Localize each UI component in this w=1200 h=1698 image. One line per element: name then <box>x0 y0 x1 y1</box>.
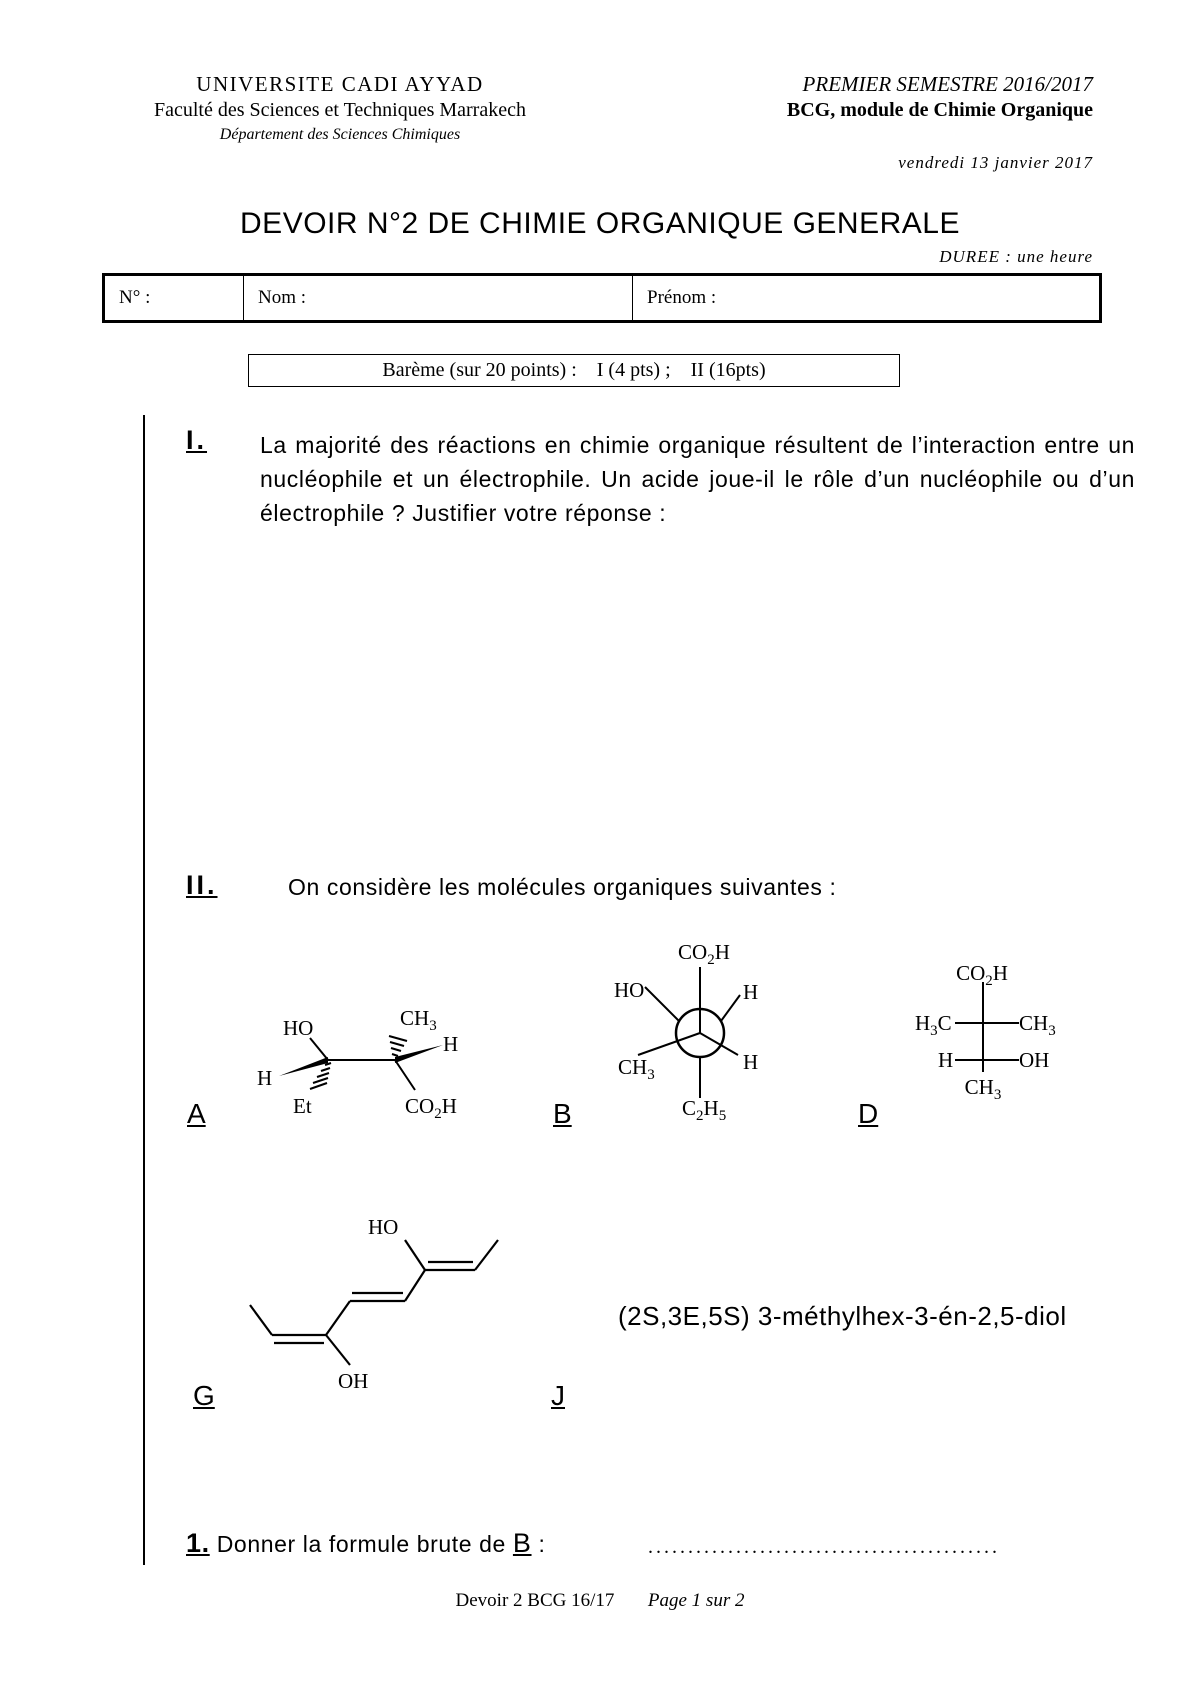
atom-a-co2h-sub: 2 <box>434 1106 442 1122</box>
molecule-a <box>255 990 495 1130</box>
svg-text:C2H5 <box>682 1096 726 1124</box>
number-field[interactable] <box>105 276 244 320</box>
atom-d-co2h-sub: 2 <box>985 973 993 989</box>
atom-a-co2h-end: H <box>441 1094 457 1118</box>
atom-b-h-top: H <box>743 980 759 1004</box>
question-1 <box>186 1528 546 1559</box>
atom-a-ch3: CH <box>400 1006 430 1030</box>
name-label: Nom : <box>258 287 307 308</box>
section-1-question: La majorité des réactions en chimie organique résultent de l’interaction entre un nucléophile et un électrophile. Un acide joue-il le rôle d’un nucléophile ou d’un électrophile ? Justifier votre réponse : <box>260 432 1135 526</box>
faculty-name: Faculté des Sciences et Techniques Marrakech <box>154 99 526 121</box>
molecule-b-label: B <box>553 1098 572 1129</box>
molecule-d <box>915 960 1075 1120</box>
question-1-text: Donner la formule brute de <box>216 1531 506 1557</box>
svg-text:CH3 <box>618 1055 655 1083</box>
section-2-intro: On considère les molécules organiques suivantes : <box>288 874 837 900</box>
footer-page: Page 1 sur 2 <box>647 1590 745 1611</box>
duration: DUREE : une heure <box>939 247 1093 266</box>
atom-d-co2h: CO <box>956 961 986 985</box>
atom-d-h3c-a: H <box>915 1011 931 1035</box>
atom-a-h-left: H <box>257 1066 273 1090</box>
atom-a-ho: HO <box>283 1016 314 1040</box>
section-1-number: I. <box>186 425 208 455</box>
molecule-b <box>590 935 800 1125</box>
department-name: Département des Sciences Chimiques <box>219 126 461 143</box>
atom-a-h-right: H <box>443 1032 459 1056</box>
svg-text:H3C <box>915 1011 952 1039</box>
semester: PREMIER SEMESTRE 2016/2017 <box>802 72 1093 96</box>
svg-text:CO2H <box>956 961 1008 989</box>
atom-b-ho: HO <box>614 978 645 1002</box>
answer-dots[interactable]: ............................................ <box>648 1536 1000 1558</box>
atom-d-ch3-bottom: CH <box>964 1075 994 1099</box>
atom-d-h3c-sub: 3 <box>930 1023 938 1039</box>
question-1-number: 1. <box>186 1528 210 1558</box>
question-1-ref: B <box>512 1528 532 1558</box>
atom-d-ch3-bottom-sub: 3 <box>993 1087 1002 1103</box>
atom-b-co2h: CO <box>678 940 708 964</box>
atom-b-ch3: CH <box>618 1055 648 1079</box>
atom-b-c2h5-b: H <box>703 1096 719 1120</box>
svg-text:CO2H <box>405 1094 457 1122</box>
question-1-colon: : <box>538 1531 546 1557</box>
grading-scale <box>248 354 900 387</box>
atom-g-ho: HO <box>368 1215 399 1239</box>
footer <box>0 1590 1200 1612</box>
atom-b-ch3-sub: 3 <box>647 1067 655 1083</box>
atom-d-oh: OH <box>1019 1048 1050 1072</box>
atom-a-ch3-sub: 3 <box>429 1018 437 1034</box>
margin-line <box>143 415 145 1565</box>
atom-b-co2h-sub: 2 <box>707 952 715 968</box>
atom-b-h-bottom: H <box>743 1050 759 1074</box>
molecule-g <box>240 1200 510 1415</box>
atom-d-ch3-right-sub: 3 <box>1048 1023 1056 1039</box>
svg-text:CH3 <box>1019 1011 1056 1039</box>
atom-a-co2h: CO <box>405 1094 435 1118</box>
molecule-a-label: A <box>187 1098 206 1129</box>
svg-text:CH3 <box>965 1075 1002 1103</box>
module-name: BCG, module de Chimie Organique <box>786 99 1093 121</box>
molecule-j-label: J <box>551 1380 565 1411</box>
atom-d-ch3-right: CH <box>1019 1011 1049 1035</box>
svg-text:CO2H <box>678 940 730 968</box>
section-2-number: II. <box>186 870 218 900</box>
atom-d-h: H <box>938 1048 954 1072</box>
atom-b-c2h5-sub2: 5 <box>718 1108 727 1124</box>
page-title: DEVOIR N°2 DE CHIMIE ORGANIQUE GENERALE <box>240 207 960 240</box>
svg-text:CH3 <box>400 1006 437 1034</box>
atom-b-co2h-end: H <box>714 940 730 964</box>
firstname-label: Prénom : <box>647 287 717 308</box>
number-label: N° : <box>119 287 151 308</box>
university-name: UNIVERSITE CADI AYYAD <box>196 72 484 96</box>
atom-b-c2h5-a: C <box>682 1096 697 1120</box>
atom-d-co2h-end: H <box>992 961 1008 985</box>
exam-date: vendredi 13 janvier 2017 <box>898 153 1093 172</box>
header-left <box>110 72 570 144</box>
student-id-table <box>102 273 1102 323</box>
header-right <box>593 72 1093 122</box>
molecule-g-label: G <box>193 1380 215 1411</box>
name-field[interactable] <box>244 276 633 320</box>
footer-left: Devoir 2 BCG 16/17 <box>455 1590 615 1611</box>
atom-b-c2h5-sub1: 2 <box>696 1108 704 1124</box>
atom-a-et: Et <box>293 1094 312 1118</box>
firstname-field[interactable] <box>633 276 1099 320</box>
atom-g-oh: OH <box>338 1369 369 1393</box>
grading-scale-text: Barème (sur 20 points) : I (4 pts) ; II (16pts) <box>382 359 766 381</box>
atom-d-h3c-b: C <box>937 1011 952 1035</box>
molecule-j-name: (2S,3E,5S) 3-méthylhex-3-én-2,5-diol <box>618 1301 1067 1331</box>
molecule-d-label: D <box>858 1098 879 1129</box>
